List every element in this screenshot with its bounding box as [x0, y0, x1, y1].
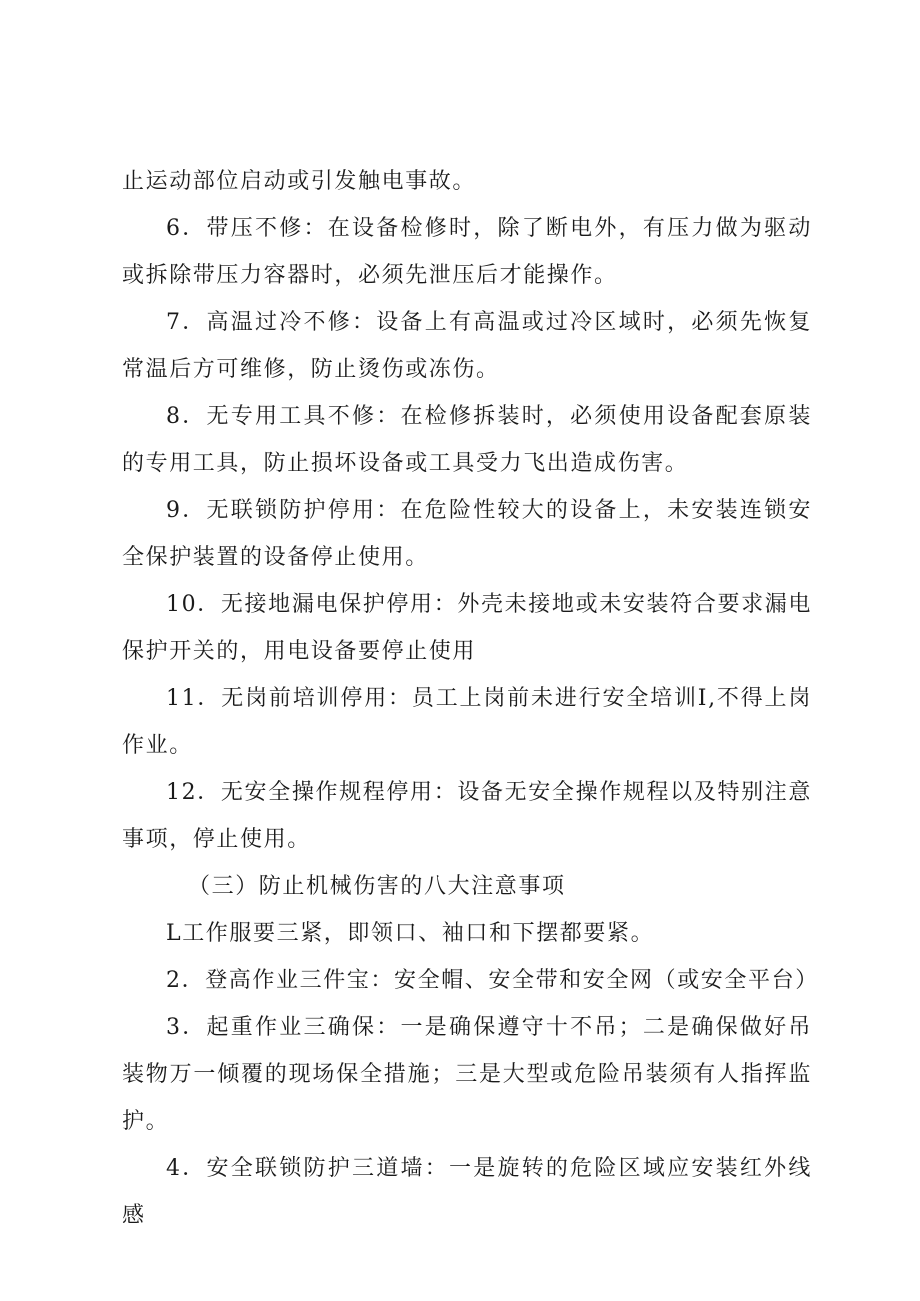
- paragraph-item-8: 8．无专用工具不修：在检修拆装时，必须使用设备配套原装的专用工具，防止损坏设备或工具受力飞出造成伤害。: [122, 404, 812, 476]
- notice-item-3: 3．起重作业三确保：一是确保遵守十不吊；二是确保做好吊装物万一倾覆的现场保全措施；三是大型或危险吊装须有人指挥监护。: [122, 1015, 812, 1134]
- paragraph-item-12: 12．无安全操作规程停用：设备无安全操作规程以及特别注意事项，停止使用。: [122, 780, 812, 852]
- notice-item-2: 2．登高作业三件宝：安全帽、安全带和安全网（或安全平台）: [166, 968, 819, 993]
- document-body: [122, 158, 819, 1239]
- paragraph-item-11: 11．无岗前培训停用：员工上岗前未进行安全培训I,不得上岗作业。: [122, 686, 812, 758]
- paragraph-continuation: 止运动部位启动或引发触电事故。: [122, 169, 477, 194]
- section-heading: （三）防止机械伤害的八大注意事项: [188, 874, 566, 899]
- paragraph-item-9: 9．无联锁防护停用：在危险性较大的设备上，未安装连锁安全保护装置的设备停止使用。: [122, 498, 812, 570]
- notice-item-1: L工作服要三紧，即领口、袖口和下摆都要紧。: [166, 921, 655, 946]
- paragraph-item-7: 7．高温过冷不修：设备上有高温或过冷区域时，必须先恢复常温后方可维修，防止烫伤或冻伤。: [122, 310, 812, 382]
- notice-item-4: 4．安全联锁防护三道墙：一是旋转的危险区域应安装红外线感: [122, 1156, 812, 1228]
- paragraph-item-6: 6．带压不修：在设备检修时，除了断电外，有压力做为驱动或拆除带压力容器时，必须先泄压后才能操作。: [122, 216, 812, 288]
- paragraph-item-10: 10．无接地漏电保护停用：外壳未接地或未安装符合要求漏电保护开关的，用电设备要停止使用: [122, 592, 812, 664]
